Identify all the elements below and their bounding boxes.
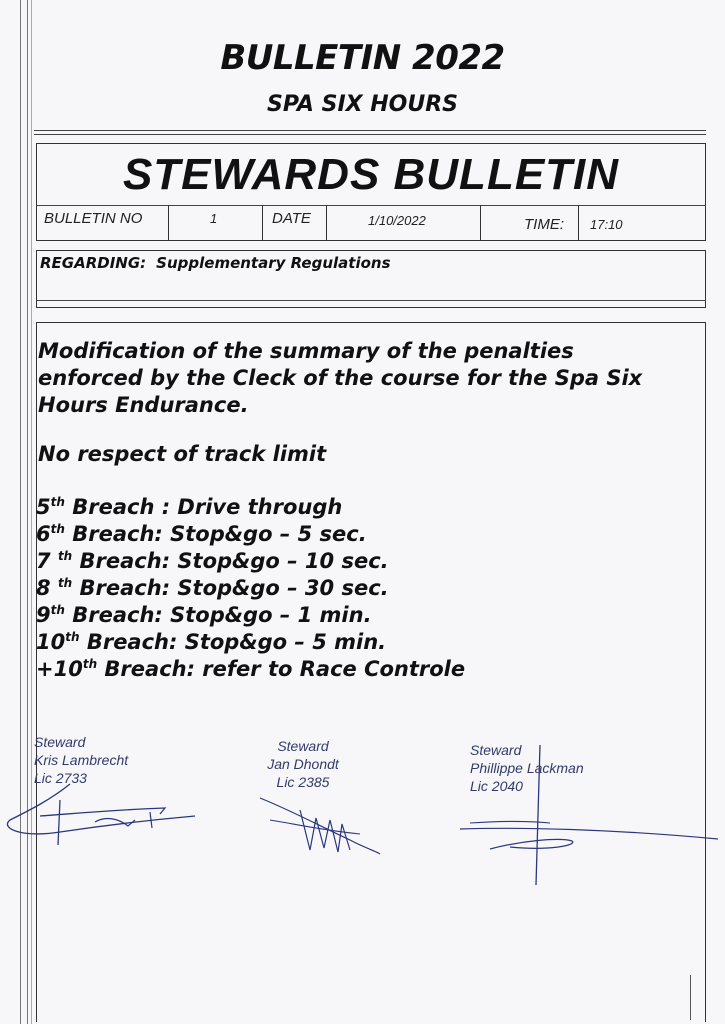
- signature-lic: Lic 2385: [276, 774, 330, 790]
- cell-divider: [578, 205, 579, 241]
- modification-line: enforced by the Cleck of the course for the Spa Six: [38, 366, 643, 390]
- time-value: 17:10: [590, 217, 623, 232]
- track-limit-heading: No respect of track limit: [38, 442, 327, 466]
- date-value: 1/10/2022: [368, 213, 426, 228]
- modification-text: [38, 338, 642, 419]
- breach-list: [36, 494, 465, 683]
- cell-divider: [480, 205, 481, 241]
- signature-name: Jan Dhondt: [267, 756, 339, 772]
- signature-role: Steward: [277, 738, 329, 754]
- margin-line: [27, 0, 28, 1024]
- bulletin-no-label: BULLETIN NO: [44, 210, 143, 227]
- info-row-top: [36, 205, 706, 206]
- breach-item: 6th Breach: Stop&go – 5 sec.: [36, 522, 367, 546]
- handwritten-signature-2: [250, 790, 390, 860]
- margin-line: [20, 0, 21, 1024]
- signature-name: Kris Lambrecht: [34, 752, 129, 768]
- signature-block-2: [258, 737, 348, 791]
- modification-line: Hours Endurance.: [38, 393, 249, 417]
- cell-divider: [168, 205, 169, 241]
- regarding-line: [40, 254, 391, 272]
- cell-divider: [262, 205, 263, 241]
- margin-line: [31, 0, 32, 1024]
- breach-item: 5th Breach : Drive through: [36, 495, 343, 519]
- breach-item: 8 $^{th}$ Breach: Stop&go – 30 sec.: [36, 576, 389, 600]
- signature-lic: Lic 2040: [470, 778, 523, 794]
- breach-item: +10th Breach: refer to Race Controle: [36, 657, 466, 681]
- handwritten-signature-1: [0, 770, 200, 850]
- date-label: DATE: [272, 210, 311, 227]
- divider: [34, 134, 706, 135]
- bulletin-title: BULLETIN 2022: [220, 38, 505, 78]
- signature-lic: Lic 2733: [34, 770, 87, 786]
- bulletin-no-value: 1: [210, 211, 218, 226]
- signature-role: Steward: [470, 742, 522, 758]
- breach-item: 9th Breach: Stop&go – 1 min.: [36, 603, 372, 627]
- signature-role: Steward: [34, 734, 86, 750]
- signature-name: Phillippe Lackman: [470, 760, 584, 776]
- breach-item: 10th Breach: Stop&go – 5 min.: [36, 630, 387, 654]
- event-subtitle: SPA SIX HOURS: [266, 92, 459, 117]
- regarding-value: Supplementary Regulations: [156, 254, 391, 272]
- divider: [34, 130, 706, 131]
- breach-item: 7 $^{th}$ Breach: Stop&go – 10 sec.: [36, 549, 389, 573]
- handwritten-signature-3: [460, 745, 720, 885]
- edge-mark: [690, 975, 691, 1020]
- divider: [36, 300, 706, 301]
- cell-divider: [326, 205, 327, 241]
- stewards-bulletin-title: STEWARDS BULLETIN: [122, 150, 620, 199]
- regarding-label: REGARDING:: [40, 254, 147, 272]
- time-label: TIME:: [524, 216, 564, 233]
- modification-line: Modification of the summary of the penalties: [38, 339, 574, 363]
